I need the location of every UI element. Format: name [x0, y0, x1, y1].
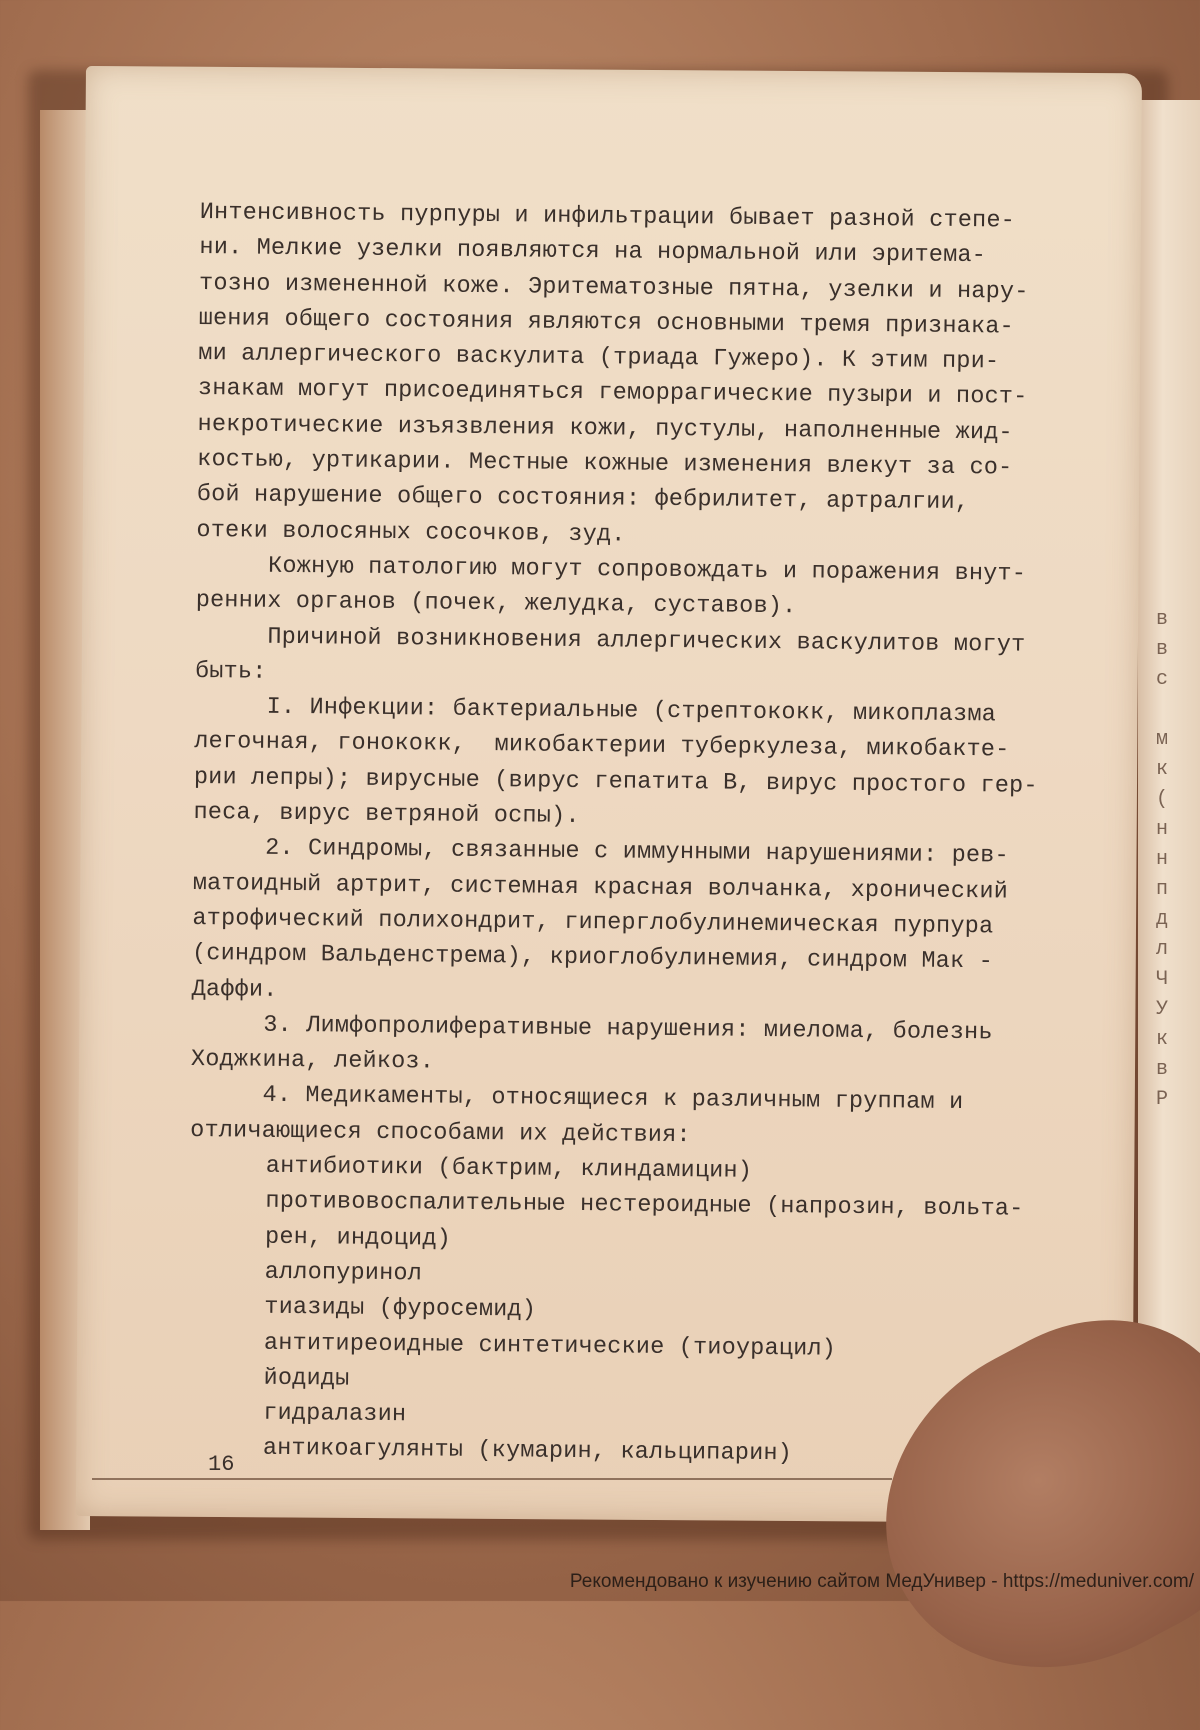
text-line: противовоспалительные нестероидные (напрозин, вольта-: [265, 1188, 1024, 1223]
text-line: I. Инфекции: бактериальные (стрептококк, микоплазма: [266, 693, 997, 729]
text-line: рии лепры); вирусные (вирус гепатита В, вирус простого гер-: [193, 763, 1038, 800]
text-line: йодиды: [263, 1364, 350, 1393]
text-line: ренних органов (почек, желудка, суставов).: [195, 587, 797, 621]
text-line: Причиной возникновения аллергических васкулитов могут: [267, 623, 1026, 659]
page-number: 16: [208, 1452, 235, 1477]
text-line: быть:: [194, 657, 267, 686]
page-text: [187, 195, 1060, 1475]
text-line: антибиотики (бактрим, клиндамицин): [265, 1152, 753, 1185]
text-line: бой нарушение общего состояния: фебрилитет, артралгии,: [196, 481, 970, 517]
text-line: антитиреоидные синтетические (тиоурацил): [263, 1329, 837, 1363]
text-line: ми аллергического васкулита (триада Гужеро). К этим при-: [198, 340, 1000, 376]
page-bottom-rule: [92, 1478, 892, 1480]
text-line: 2. Синдромы, связанные с иммунными нарушениями: рев-: [265, 835, 1009, 870]
text-line: (синдром Вальденстрема), криоглобулинемия, синдром Мак -: [191, 940, 994, 976]
text-line: тозно измененной коже. Эритематозные пятна, узелки и нару-: [198, 269, 1029, 306]
text-line: 4. Медикаменты, относящиеся к различным группам и: [262, 1082, 964, 1117]
text-line: знакам могут присоединяться геморрагические пузыри и пост-: [197, 375, 1028, 412]
text-line: отличающиеся способами их действия:: [190, 1116, 691, 1149]
text-line: костью, уртикарии. Местные кожные изменения влекут за со-: [197, 446, 1013, 482]
text-line: тиазиды (фуросемид): [264, 1293, 537, 1324]
text-line: песа, вирус ветряной оспы).: [193, 799, 580, 831]
text-line: Даффи.: [191, 975, 278, 1004]
text-line: легочная, гонококк, микобактерии туберкулеза, микобакте-: [194, 728, 1010, 764]
text-line: шения общего состояния являются основными тремя признака-: [198, 304, 1015, 341]
text-line: Интенсивность пурпуры и инфильтрации бывает разной степе-: [199, 198, 1016, 235]
watermark-text: Рекомендовано к изучению сайтом МедУнивер - https://meduniver.com/: [569, 1571, 1194, 1592]
text-line: аллопуринол: [264, 1258, 423, 1288]
text-line: атрофический полихондрит, гиперглобулинемическая пурпура: [192, 904, 994, 941]
text-line: Ходжкина, лейкоз.: [190, 1046, 435, 1076]
text-line: ни. Мелкие узелки появляются на нормальной или эритема-: [199, 234, 987, 270]
text-line: гидралазин: [263, 1399, 407, 1429]
text-line: рен, индоцид): [264, 1223, 452, 1253]
text-line: матоидный артрит, системная красная волчанка, хронический: [192, 869, 1009, 906]
text-line: антикоагулянты (кумарин, кальципарин): [262, 1435, 793, 1468]
text-line: 3. Лимфопролиферативные нарушения: миелома, болезнь: [263, 1011, 993, 1047]
text-line: Кожную патологию могут сопровождать и поражения внут-: [267, 552, 1027, 588]
text-line: отеки волосяных сосочков, зуд.: [196, 516, 626, 549]
facing-page-text-fragment: в в с м к ( н н п д л Ч У к в Р: [1156, 608, 1169, 1111]
text-line: некротические изъязвления кожи, пустулы, наполненные жид-: [197, 410, 1013, 447]
